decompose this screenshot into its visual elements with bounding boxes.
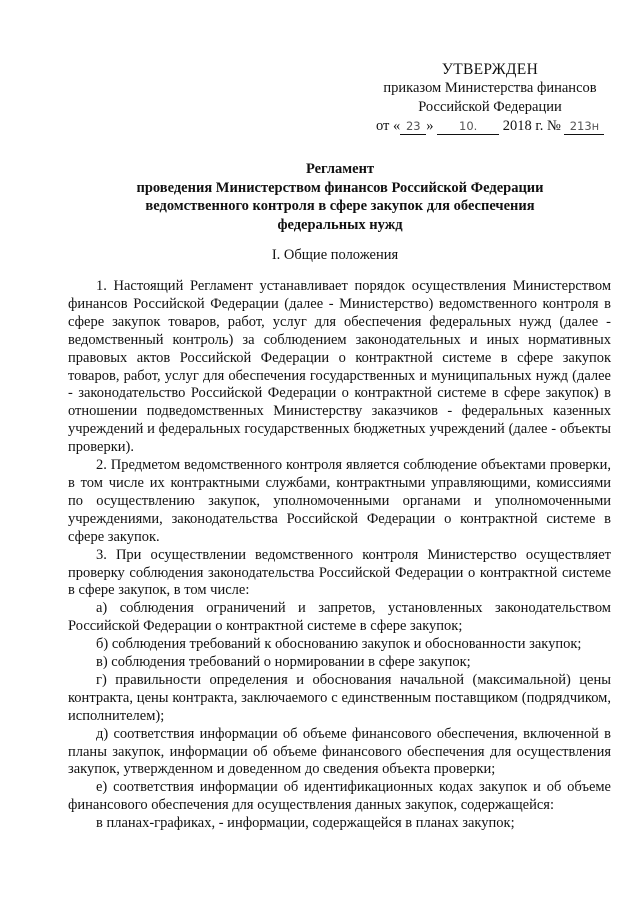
approval-line-1: приказом Министерства финансов (383, 80, 597, 96)
paragraph-3a: а) соблюдения ограничений и запретов, установленных законодательством Российской Федерации о контрактной системе в сфере закупок; (68, 600, 611, 635)
title-line-2: проведения Министерством финансов Российской Федерации (136, 179, 544, 196)
title-line-4: федеральных нужд (277, 216, 403, 233)
handwritten-day: 23 (400, 119, 426, 135)
paragraph-3g: г) правильности определения и обоснования начальной (максимальной) цены контракта, цены контракта, заключаемого с единственным поставщиком (подрядчиком, исполнителем); (68, 671, 611, 724)
paragraph-3v: в) соблюдения требований о нормировании в сфере закупок; (96, 654, 471, 671)
paragraph-3d: д) соответствия информации об объеме финансового обеспечения, включенной в планы закупок, информации об объеме финансового обеспечения для осуществления закупок, утвержденном и доведенном до сведения объекта проверки; (68, 725, 611, 778)
title-line-3: ведомственного контроля в сфере закупок для обеспечения (145, 198, 535, 214)
section-heading: I. Общие положения (271, 247, 399, 263)
date-prefix: от « (376, 118, 401, 134)
paragraph-3e-1: в планах-графиках, - информации, содержащейся в планах закупок; (96, 815, 515, 832)
handwritten-order-number: 213н (564, 119, 604, 135)
paragraph-1: 1. Настоящий Регламент устанавливает порядок осуществления Министерством финансов Российской Федерации (далее - Министерство) ведомственного контроля в сфере закупок товаров, работ, услуг для обеспечения федеральных нужд (далее - ведомственный контроль) за соблюдением законодательных и иных нормативных правовых актов Российской Федерации о контрактной системе в сфере закупок товаров, работ, услуг для обеспечения государственных и муниципальных нужд (далее - законодательство Российской Федерации о контрактной системе в сфере закупок) в отношении подведомственных Министерству заказчиков - федеральных казенных учреждений и федеральных государственных бюджетных учреждений (далее - объекты проверки). (68, 278, 611, 456)
handwritten-month: 10. (437, 119, 499, 135)
date-year: 2018 г. № (502, 118, 561, 134)
date-mid: » (426, 118, 434, 134)
approval-stamp (370, 60, 610, 136)
paragraph-3e: е) соответствия информации об идентификационных кодах закупок и об объеме финансового обеспечения для осуществления данных закупок, содержащейся: (68, 779, 611, 814)
paragraph-2: 2. Предметом ведомственного контроля является соблюдение объектами проверки, в том числе их контрактными службами, контрактными управляющими, комиссиями по осуществлению закупок, уполномоченными органами и уполномоченными учреждениями, законодательства Российской Федерации о контрактной системе в сфере закупок. (68, 457, 611, 545)
approval-word: УТВЕРЖДЕН (441, 61, 539, 78)
document-body (68, 278, 611, 833)
paragraph-3b: б) соблюдения требований к обоснованию закупок и обоснованности закупок; (96, 636, 582, 653)
approval-line-2: Российской Федерации (418, 99, 562, 115)
paragraph-3: 3. При осуществлении ведомственного контроля Министерство осуществляет проверку соблюдения законодательства Российской Федерации о контрактной системе в сфере закупок, в том числе: (68, 546, 611, 599)
approval-date-line (370, 117, 610, 136)
title-line-1: Регламент (305, 161, 375, 177)
document-title (80, 160, 600, 234)
